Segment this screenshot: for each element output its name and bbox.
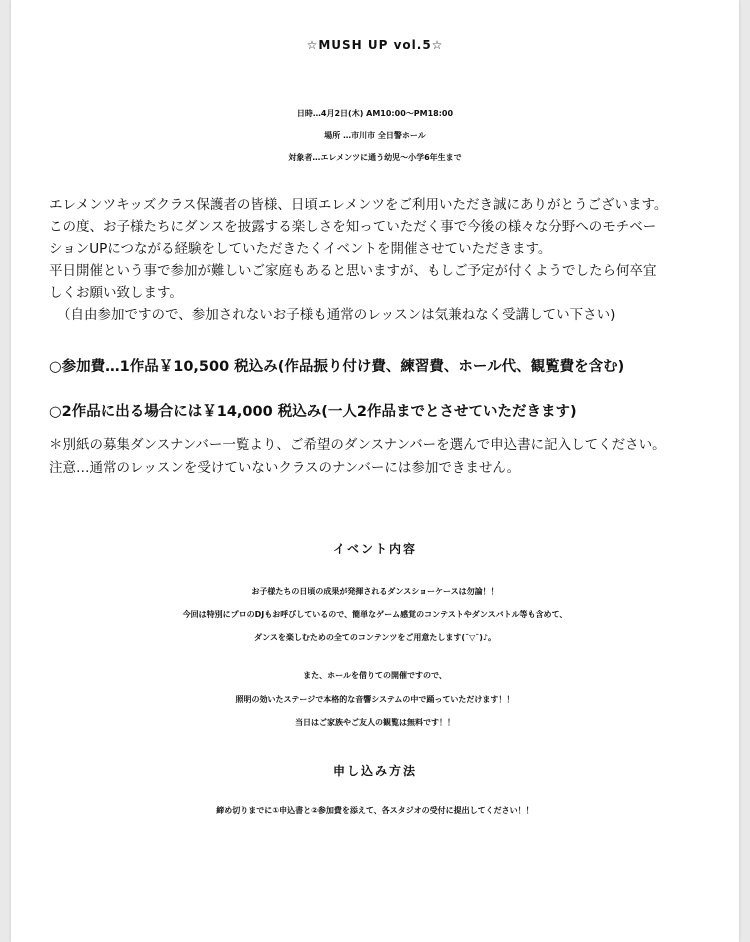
intro-line: エレメンツキッズクラス保護者の皆様、日頃エレメンツをご利用いただき誠にありがとうございます。 (49, 197, 668, 213)
event-line: 照明の効いたステージで本格的な音響システムの中で踊っていただけます！！ (235, 695, 515, 704)
event-content-heading: イベント内容 (332, 542, 417, 556)
event-line: 今回は特別にプロのDJもお呼びしているので、簡単なゲーム感覚のコンテストやダンスバトル等も含めて、 (182, 610, 568, 619)
event-datetime: 日時…4月2日(木) AM10:00〜PM18:00 (296, 109, 454, 118)
event-venue: 場所 …市川市 全日警ホール (324, 131, 426, 140)
fee-double: ○2作品に出る場合には￥14,000 税込み(一人2作品までとさせていただきます) (49, 404, 577, 420)
event-target: 対象者…エレメンツに通う幼児〜小学6年生まで (288, 153, 462, 162)
note-line: ＊別紙の募集ダンスナンバー一覧より、ご希望のダンスナンバーを選んで申込書に記入してください。 (49, 437, 666, 453)
intro-line: ションUPにつながる経験をしていただきたくイベントを開催させていただきます。 (49, 241, 552, 257)
intro-line: この度、お子様たちにダンスを披露する楽しさを知っていただく事で今後の様々な分野へのモチベー (49, 219, 657, 235)
intro-line: 平日開催という事で参加が難しいご家庭もあると思いますが、もしご予定が付くようでしたら何卒宜 (49, 263, 657, 279)
event-title: ☆MUSH UP vol.5☆ (306, 38, 444, 52)
fee-single: ○参加費…1作品￥10,500 税込み(作品振り付け費、練習費、ホール代、観覧費を含む) (49, 359, 625, 375)
flyer-page (11, 0, 739, 942)
intro-line: しくお願い致します。 (49, 285, 183, 301)
apply-heading: 申し込み方法 (332, 764, 417, 778)
event-line: お子様たちの日頃の成果が発揮されるダンスショーケースは勿論！！ (251, 587, 499, 596)
apply-line: 締め切りまでに①申込書と②参加費を添えて、各スタジオの受付に提出してください！！ (216, 806, 534, 815)
intro-line: （自由参加ですので、参加されないお子様も通常のレッスンは気兼ねなく受講してい下さい) (57, 307, 616, 323)
event-line: 当日はご家族やご友人の観覧は無料です！！ (295, 718, 455, 727)
event-line: ダンスを楽しむための全てのコンテンツをご用意たします(¯▽¯)♪。 (253, 633, 496, 642)
event-line: また、ホールを借りての開催ですので、 (303, 671, 447, 680)
note-line: 注意…通常のレッスンを受けていないクラスのナンバーには参加できません。 (49, 460, 521, 476)
